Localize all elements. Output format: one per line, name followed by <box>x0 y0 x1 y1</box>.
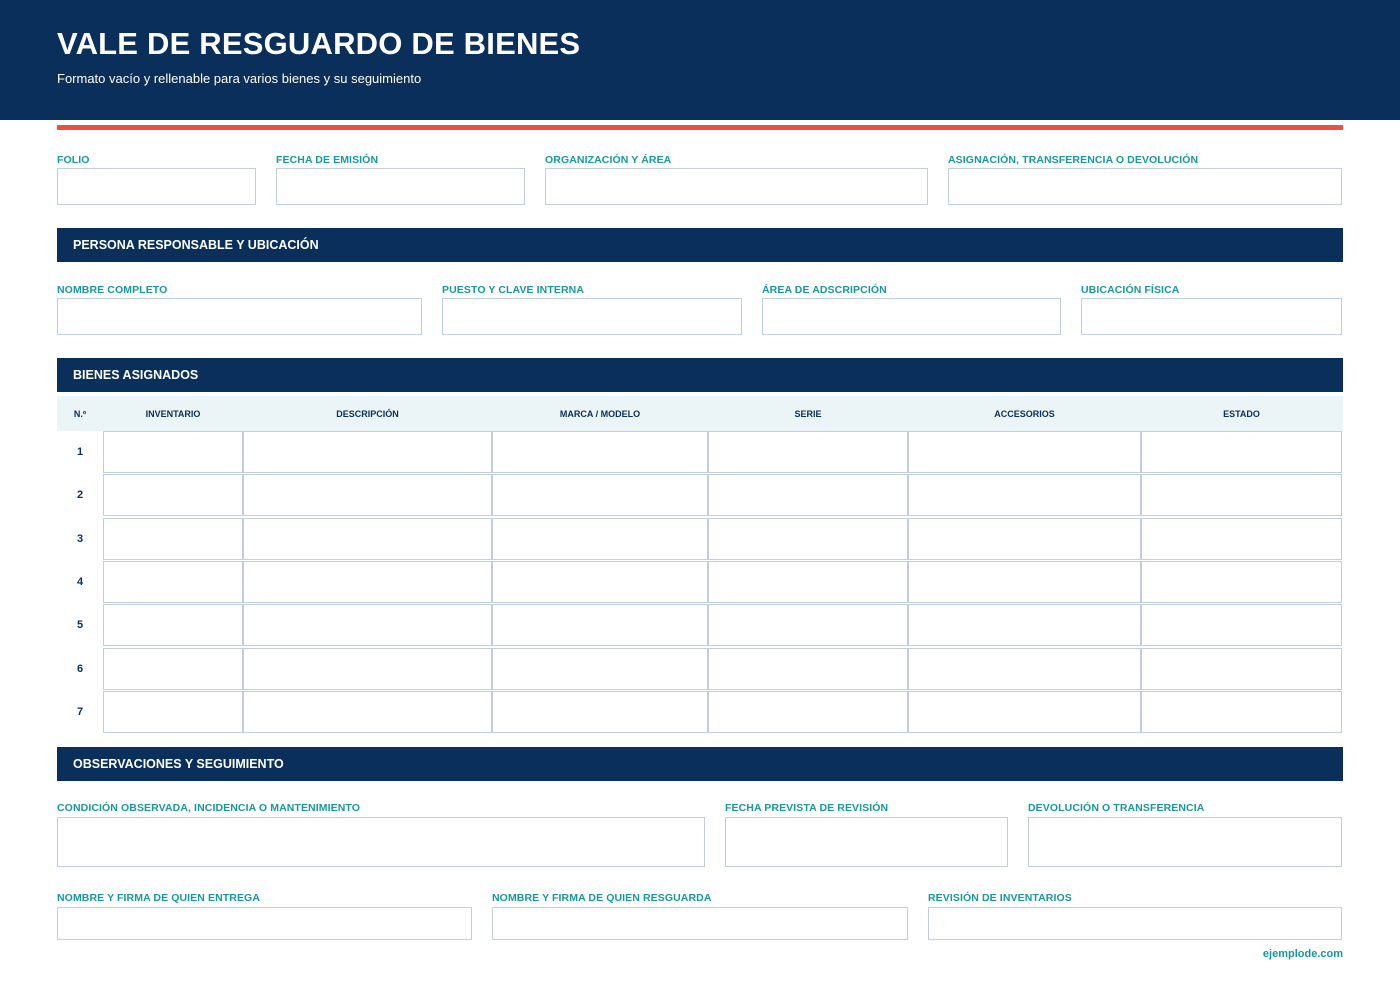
table-cell-descripcion[interactable] <box>243 691 492 733</box>
puesto-clave-label: PUESTO Y CLAVE INTERNA <box>442 284 585 296</box>
table-cell-marca-modelo[interactable] <box>492 648 708 690</box>
table-cell-inventario[interactable] <box>103 691 243 733</box>
firma-entrega-field[interactable] <box>57 907 472 940</box>
table-cell-marca-modelo[interactable] <box>492 604 708 646</box>
table-cell-accesorios[interactable] <box>908 431 1141 473</box>
row-number: 2 <box>76 489 84 502</box>
document-header <box>0 0 1400 120</box>
condicion-label: CONDICIÓN OBSERVADA, INCIDENCIA O MANTENIMIENTO <box>57 802 360 814</box>
document-title: VALE DE RESGUARDO DE BIENES <box>57 26 581 61</box>
section-header-observaciones <box>57 747 1343 781</box>
table-cell-inventario[interactable] <box>103 474 243 516</box>
column-header-accesorios: ACCESORIOS <box>994 409 1055 419</box>
accent-rule <box>57 125 1343 130</box>
condicion-field[interactable] <box>57 817 705 867</box>
table-cell-serie[interactable] <box>708 431 908 473</box>
section-title-responsable: PERSONA RESPONSABLE Y UBICACIÓN <box>73 238 319 252</box>
table-cell-serie[interactable] <box>708 474 908 516</box>
table-cell-accesorios[interactable] <box>908 518 1141 560</box>
firma-resguarda-field[interactable] <box>492 907 908 940</box>
column-header-marca-modelo: MARCA / MODELO <box>559 409 641 419</box>
table-cell-estado[interactable] <box>1141 648 1342 690</box>
table-cell-accesorios[interactable] <box>908 561 1141 603</box>
section-header-responsable <box>57 228 1343 262</box>
table-cell-serie[interactable] <box>708 691 908 733</box>
revision-inventarios-label: REVISIÓN DE INVENTARIOS <box>928 892 1072 904</box>
table-cell-marca-modelo[interactable] <box>492 474 708 516</box>
table-cell-inventario[interactable] <box>103 518 243 560</box>
table-cell-descripcion[interactable] <box>243 474 492 516</box>
table-cell-marca-modelo[interactable] <box>492 691 708 733</box>
nombre-completo-label: NOMBRE COMPLETO <box>57 284 168 296</box>
fecha-emision-field[interactable] <box>276 168 525 205</box>
row-number: 6 <box>76 662 84 675</box>
table-cell-marca-modelo[interactable] <box>492 431 708 473</box>
column-header-serie: SERIE <box>794 409 822 419</box>
table-cell-serie[interactable] <box>708 604 908 646</box>
ubicacion-fisica-label: UBICACIÓN FÍSICA <box>1081 284 1180 296</box>
table-cell-descripcion[interactable] <box>243 648 492 690</box>
asignacion-label: ASIGNACIÓN, TRANSFERENCIA O DEVOLUCIÓN <box>948 154 1199 166</box>
row-number: 4 <box>76 575 84 588</box>
table-cell-accesorios[interactable] <box>908 604 1141 646</box>
section-title-observaciones: OBSERVACIONES Y SEGUIMIENTO <box>73 757 284 771</box>
row-number: 7 <box>76 705 84 718</box>
table-cell-inventario[interactable] <box>103 648 243 690</box>
table-cell-estado[interactable] <box>1141 604 1342 646</box>
document-subtitle: Formato vacío y rellenable para varios bienes y su seguimiento <box>57 71 422 86</box>
fecha-emision-label: FECHA DE EMISIÓN <box>276 154 379 166</box>
column-header-numero: N.º <box>73 409 87 419</box>
firma-resguarda-label: NOMBRE Y FIRMA DE QUIEN RESGUARDA <box>492 892 712 904</box>
fecha-revision-label: FECHA PREVISTA DE REVISIÓN <box>725 802 889 814</box>
row-number: 5 <box>76 619 84 632</box>
table-cell-accesorios[interactable] <box>908 648 1141 690</box>
puesto-clave-field[interactable] <box>442 298 742 335</box>
table-cell-marca-modelo[interactable] <box>492 561 708 603</box>
table-cell-serie[interactable] <box>708 561 908 603</box>
table-cell-inventario[interactable] <box>103 431 243 473</box>
column-header-descripcion: DESCRIPCIÓN <box>336 409 399 419</box>
asignacion-field[interactable] <box>948 168 1342 205</box>
devolucion-field[interactable] <box>1028 817 1342 867</box>
organizacion-area-field[interactable] <box>545 168 928 205</box>
footer-site-link[interactable]: ejemplode.com <box>1262 948 1343 960</box>
area-adscripcion-field[interactable] <box>762 298 1061 335</box>
table-cell-estado[interactable] <box>1141 431 1342 473</box>
fecha-revision-field[interactable] <box>725 817 1008 867</box>
table-cell-serie[interactable] <box>708 518 908 560</box>
area-adscripcion-label: ÁREA DE ADSCRIPCIÓN <box>762 284 887 296</box>
table-cell-marca-modelo[interactable] <box>492 518 708 560</box>
nombre-completo-field[interactable] <box>57 298 422 335</box>
table-cell-serie[interactable] <box>708 648 908 690</box>
organizacion-area-label: ORGANIZACIÓN Y ÁREA <box>545 154 672 166</box>
table-cell-descripcion[interactable] <box>243 518 492 560</box>
table-cell-inventario[interactable] <box>103 561 243 603</box>
table-cell-estado[interactable] <box>1141 518 1342 560</box>
row-number: 3 <box>76 532 84 545</box>
column-header-inventario: INVENTARIO <box>145 409 201 419</box>
column-header-estado: ESTADO <box>1223 409 1260 419</box>
table-cell-estado[interactable] <box>1141 474 1342 516</box>
table-cell-inventario[interactable] <box>103 604 243 646</box>
devolucion-label: DEVOLUCIÓN O TRANSFERENCIA <box>1028 802 1205 814</box>
table-cell-descripcion[interactable] <box>243 604 492 646</box>
ubicacion-fisica-field[interactable] <box>1081 298 1342 335</box>
table-cell-descripcion[interactable] <box>243 561 492 603</box>
firma-entrega-label: NOMBRE Y FIRMA DE QUIEN ENTREGA <box>57 892 261 904</box>
row-number: 1 <box>76 446 84 458</box>
section-title-bienes: BIENES ASIGNADOS <box>73 368 199 382</box>
section-header-bienes <box>57 358 1343 392</box>
table-cell-estado[interactable] <box>1141 561 1342 603</box>
table-cell-descripcion[interactable] <box>243 431 492 473</box>
folio-field[interactable] <box>57 168 256 205</box>
revision-inventarios-field[interactable] <box>928 907 1342 940</box>
table-cell-accesorios[interactable] <box>908 691 1141 733</box>
table-cell-accesorios[interactable] <box>908 474 1141 516</box>
folio-label: FOLIO <box>57 154 90 166</box>
table-cell-estado[interactable] <box>1141 691 1342 733</box>
